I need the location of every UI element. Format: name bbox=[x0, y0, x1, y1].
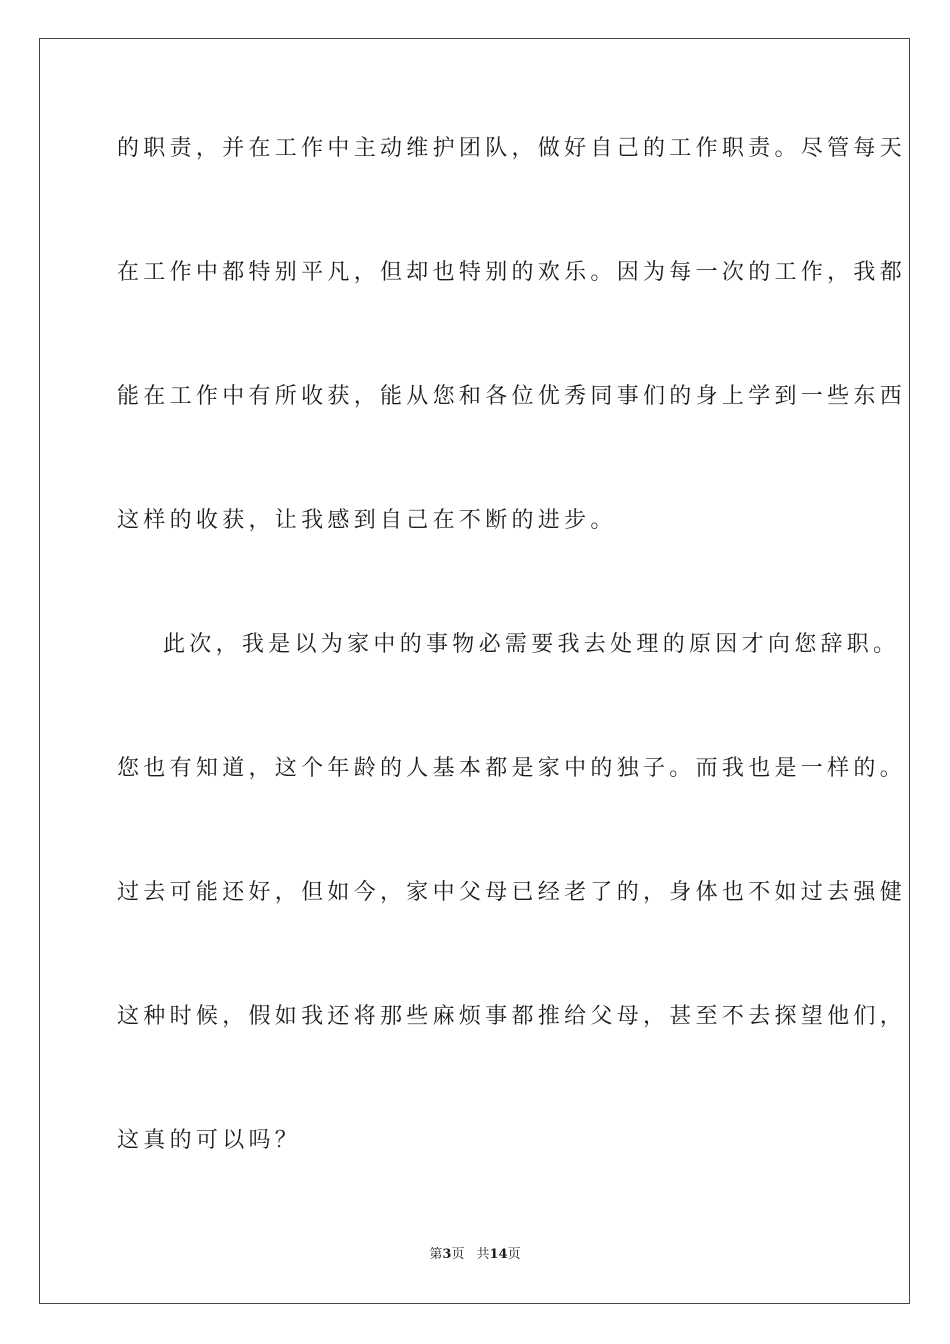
body-line-2: 在工作中都特别平凡，但却也特别的欢乐。因为每一次的工作，我都 bbox=[117, 260, 907, 285]
body-line-4: 这样的收获，让我感到自己在不断的进步。 bbox=[117, 508, 617, 533]
page-number: 3 bbox=[442, 1247, 452, 1262]
page-footer bbox=[0, 1246, 950, 1264]
body-line-6: 您也有知道，这个年龄的人基本都是家中的独子。而我也是一样的。 bbox=[117, 756, 907, 781]
page-suffix: 页 bbox=[451, 1247, 465, 1262]
total-pages: 14 bbox=[489, 1247, 508, 1262]
body-line-3: 能在工作中有所收获，能从您和各位优秀同事们的身上学到一些东西 bbox=[117, 384, 907, 409]
body-line-8: 这种时候，假如我还将那些麻烦事都推给父母，甚至不去探望他们， bbox=[117, 1004, 907, 1029]
total-suffix: 页 bbox=[507, 1247, 521, 1262]
body-line-5-paragraph-start: 此次，我是以为家中的事物必需要我去处理的原因才向您辞职。 bbox=[163, 632, 900, 657]
page-prefix: 第 bbox=[429, 1247, 443, 1262]
body-line-1: 的职责，并在工作中主动维护团队，做好自己的工作职责。尽管每天 bbox=[117, 136, 907, 161]
body-line-7: 过去可能还好，但如今，家中父母已经老了的，身体也不如过去强健 bbox=[117, 880, 907, 905]
body-line-9: 这真的可以吗？ bbox=[117, 1128, 302, 1153]
total-prefix: 共 bbox=[476, 1247, 490, 1262]
page-border bbox=[39, 38, 910, 1304]
